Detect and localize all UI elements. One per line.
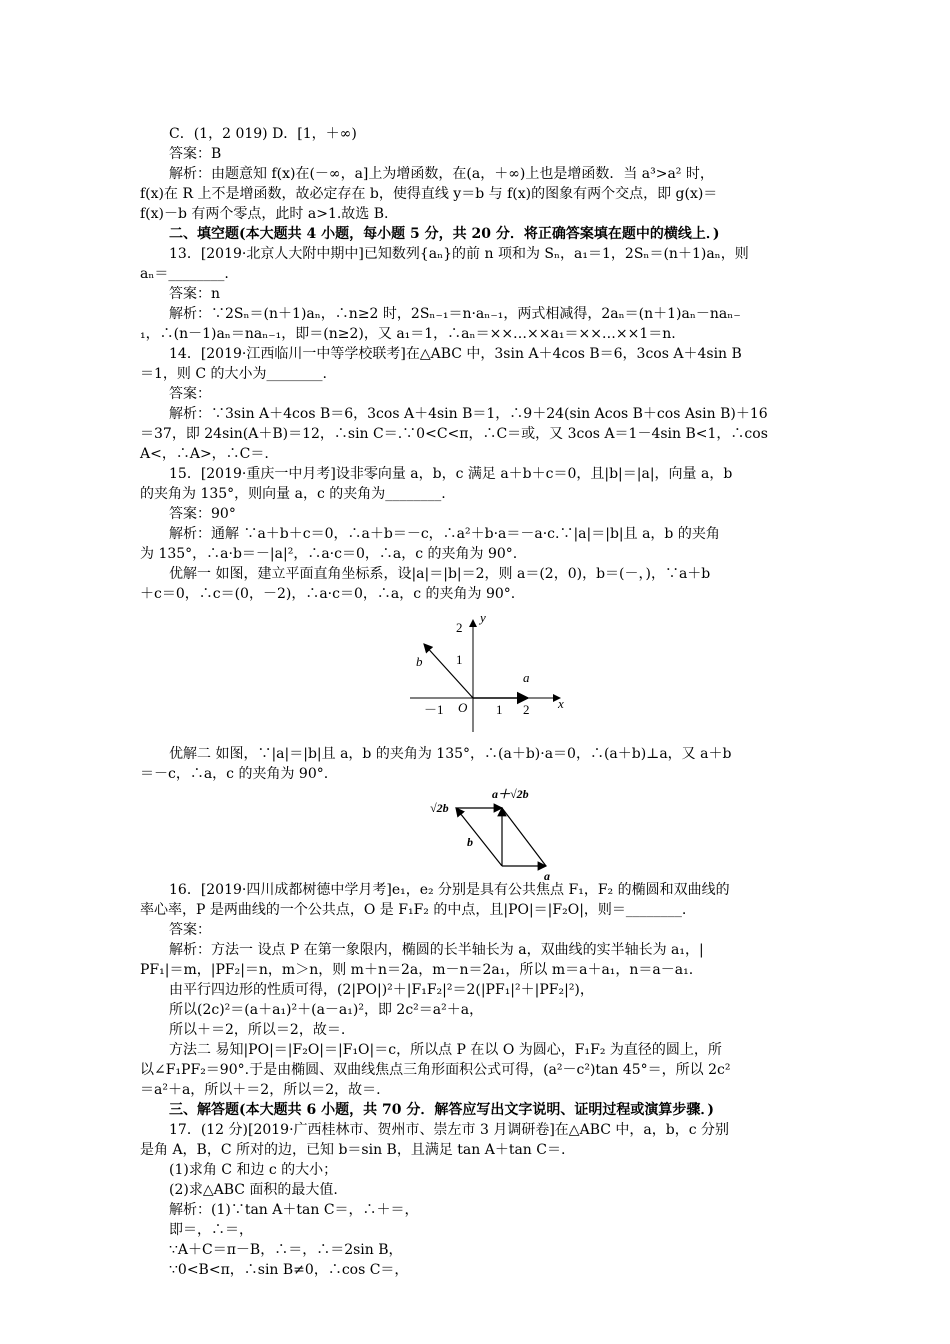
- question-14-cont: ＝1，则 C 的大小为________.: [140, 366, 327, 382]
- q12-options: C．(1，2 019) D．[1，＋∞): [169, 126, 357, 142]
- solution-16-method1-cont: PF₁|＝m，|PF₂|＝n，m＞n，则 m＋n＝2a，m－n＝2a₁，所以 m＝a＋a₁，n＝a－a₁.: [140, 962, 694, 978]
- solution-16-line: 由平行四边形的性质可得，(2|PO|)²＋|F₁F₂|²＝2(|PF₁|²＋|PF₂|²)，: [169, 982, 594, 998]
- solution-12-cont: f(x)－b 有两个零点，此时 a>1.故选 B.: [140, 206, 389, 222]
- coordinate-svg: [140, 604, 812, 744]
- x-tick-2: 2: [523, 702, 530, 717]
- question-17-cont: 是角 A，B，C 所对的边，已知 b＝sin B，且满足 tan A＋tan C＝.: [140, 1142, 566, 1158]
- parallelogram-side: [502, 808, 546, 866]
- vector-svg: [140, 784, 812, 880]
- solution-15-method2: 优解二 如图，∵|a|＝|b|且 a，b 的夹角为 135°，∴(a＋b)·a＝0，∴(a＋b)⊥a，又 a＋b: [169, 746, 732, 762]
- y-tick-2: 2: [456, 620, 463, 635]
- answer-14: 答案：: [169, 386, 211, 402]
- solution-12: 解析：由题意知 f(x)在(－∞，a]上为增函数，在(a，＋∞)上也是增函数．当 a³>a² 时，: [169, 166, 714, 182]
- question-15-cont: 的夹角为 135°，则向量 a，c 的夹角为________.: [140, 486, 446, 502]
- vector-b-label: b: [416, 654, 423, 669]
- vector-a-label: a: [523, 670, 530, 685]
- solution-16-method2: 方法二 易知|PO|＝|F₂O|＝|F₁O|＝c，所以点 P 在以 O 为圆心，F₁F₂ 为直径的圆上，所: [169, 1042, 722, 1058]
- question-16-cont: 率心率，P 是两曲线的一个公共点，O 是 F₁F₂ 的中点，且|PO|＝|F₂O|，则＝________.: [140, 902, 687, 918]
- answer-13: 答案：n: [169, 286, 221, 302]
- question-15: 15．[2019·重庆一中月考]设非零向量 a，b，c 满足 a＋b＋c＝0，且|b|＝|a|，向量 a，b: [169, 466, 733, 482]
- question-17-part1: (1)求角 C 和边 c 的大小；: [169, 1162, 338, 1178]
- label-sqrt2b: √2b: [430, 801, 449, 815]
- x-axis-label: x: [558, 696, 564, 711]
- y-tick-1: 1: [456, 652, 463, 667]
- solution-17-line: 即＝，∴＝，: [169, 1222, 253, 1238]
- solution-12-cont: f(x)在 R 上不是增函数，故必定存在 b，使得直线 y＝b 与 f(x)的图象有两个交点，即 g(x)＝: [140, 186, 718, 202]
- solution-16-method1: 解析：方法一 设点 P 在第一象限内，椭圆的长半轴长为 a，双曲线的实半轴长为 a₁，|: [169, 942, 704, 958]
- question-13: 13．[2019·北京人大附中期中]已知数列{aₙ}的前 n 项和为 Sₙ，a₁＝1，2Sₙ＝(n＋1)aₙ，则: [169, 246, 749, 262]
- solution-16-line: 所以＋＝2，所以＝2，故＝.: [169, 1022, 346, 1038]
- document-page: [140, 124, 812, 1280]
- x-tick-neg1: －1: [424, 702, 444, 717]
- solution-15-method1: 优解一 如图，建立平面直角坐标系，设|a|＝|b|＝2，则 a＝(2，0)，b＝(－，)，∵a＋b: [169, 566, 711, 582]
- x-tick-1: 1: [496, 702, 503, 717]
- vector-figure: [140, 784, 812, 880]
- vector-sqrt2b-line: [456, 808, 502, 866]
- answer-12: 答案：B: [169, 146, 222, 162]
- solution-17: 解析：(1)∵tan A＋tan C＝，∴＋＝，: [169, 1202, 419, 1218]
- solution-15-general: 解析：通解 ∵a＋b＋c＝0，∴a＋b＝－c，∴a²＋b·a＝－a·c.∵|a|＝|b|且 a，b 的夹角: [169, 526, 720, 542]
- label-a: a: [544, 869, 550, 880]
- solution-17-line: ∵A＋C＝π－B，∴＝，∴＝2sin B，: [169, 1242, 403, 1258]
- solution-17-line: ∵0<B<π，∴sin B≠0，∴cos C＝，: [169, 1262, 409, 1278]
- section-heading-fill-blank: 二、填空题(本大题共 4 小题，每小题 5 分，共 20 分．将正确答案填在题中的横线上．): [169, 226, 720, 242]
- solution-13-cont: ₁，∴(n－1)aₙ＝naₙ₋₁，即＝(n≥2)，又 a₁＝1，∴aₙ＝××…××a₁＝××…××1＝n.: [140, 326, 676, 342]
- answer-16: 答案：: [169, 922, 211, 938]
- vector-b-arrow: [424, 644, 473, 698]
- solution-16-line: 所以(2c)²＝(a＋a₁)²＋(a－a₁)²，即 2c²＝a²＋a，: [169, 1002, 484, 1018]
- question-13-cont: aₙ＝________.: [140, 266, 229, 282]
- answer-15: 答案：90°: [169, 506, 236, 522]
- solution-14-cont: A<，∴A>，∴C＝.: [140, 446, 269, 462]
- question-17: 17．(12 分)[2019·广西桂林市、贺州市、崇左市 3 月调研卷]在△ABC 中，a，b，c 分别: [169, 1122, 729, 1138]
- question-14: 14．[2019·江西临川一中等学校联考]在△ABC 中，3sin A＋4cos B＝6，3cos A＋4sin B: [169, 346, 742, 362]
- section-heading-solutions: 三、解答题(本大题共 6 小题，共 70 分．解答应写出文字说明、证明过程或演算步骤．): [169, 1102, 714, 1118]
- question-17-part2: (2)求△ABC 面积的最大值.: [169, 1182, 338, 1198]
- coordinate-figure: [140, 604, 812, 744]
- solution-16-method2-cont: 以∠F₁PF₂＝90°.于是由椭圆、双曲线焦点三角形面积公式可得，(a²－c²)tan 45°＝，所以 2c²: [140, 1062, 731, 1078]
- y-axis-label: y: [480, 610, 486, 625]
- question-16: 16．[2019·四川成都树德中学月考]e₁，e₂ 分别是具有公共焦点 F₁，F₂ 的椭圆和双曲线的: [169, 882, 730, 898]
- solution-14: 解析：∵3sin A＋4cos B＝6，3cos A＋4sin B＝1，∴9＋24(sin Acos B＋cos Asin B)＋16: [169, 406, 768, 422]
- label-b: b: [467, 835, 473, 849]
- solution-15-method2-cont: ＝－c，∴a，c 的夹角为 90°.: [140, 766, 329, 782]
- solution-15-general-cont: 为 135°，∴a·b＝－|a|²，∴a·c＝0，∴a，c 的夹角为 90°.: [140, 546, 518, 562]
- solution-13: 解析：∵2Sₙ＝(n＋1)aₙ，∴n≥2 时，2Sₙ₋₁＝n·aₙ₋₁，两式相减得，2aₙ＝(n＋1)aₙ－naₙ₋: [169, 306, 741, 322]
- solution-14-cont: ＝37，即 24sin(A＋B)＝12，∴sin C＝.∵0<C<π，∴C＝或，又 3cos A＝1－4sin B<1，∴cos: [140, 426, 768, 442]
- solution-16-method2-cont: ＝a²＋a，所以＋＝2，所以＝2，故＝.: [140, 1082, 381, 1098]
- origin-label: O: [458, 700, 468, 715]
- label-a-plus-sqrt2b: a＋√2b: [492, 787, 529, 801]
- solution-15-method1-cont: ＋c＝0，∴c＝(0，－2)，∴a·c＝0，∴a，c 的夹角为 90°.: [140, 586, 516, 602]
